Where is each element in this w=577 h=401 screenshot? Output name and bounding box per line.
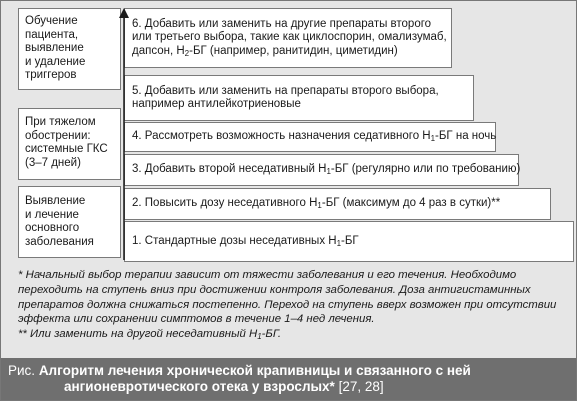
left-box-line: обострении:: [25, 129, 91, 142]
text-run: 3. Добавить второй неседативный Н: [132, 163, 327, 176]
text-run: 2. Повысить дозу неседативного Н: [132, 197, 318, 210]
text-run: 6. Добавить или заменить на другие препараты второго: [132, 17, 432, 30]
left-box-line: пациента,: [25, 28, 79, 41]
subscript: 2: [184, 48, 190, 58]
left-box-line: и лечение: [25, 208, 79, 221]
caption-title-line1: Алгоритм лечения хронической крапивницы и связанного с ней: [38, 363, 471, 378]
left-box-line: (3–7 дней): [25, 156, 81, 169]
left-box-line: Обучение: [25, 15, 78, 27]
subscript: 1: [257, 332, 262, 342]
left-box-line: триггеров: [25, 69, 77, 81]
text-run: 5. Добавить или заменить на препараты второго выбора,: [132, 84, 439, 97]
text-run: * Начальный выбор терапии зависит от тяжести заболевания и его течения. Необходимо: [18, 269, 517, 281]
text-run: 1. Стандартные дозы неседативных Н: [132, 234, 337, 247]
left-box-line: При тяжелом: [25, 116, 96, 128]
caption-title-line2: ангионевротического отека у взрослых*: [64, 379, 335, 394]
text-run: -БГ (максимум до 4 раз в сутки)**: [321, 197, 501, 210]
subscript: 1: [317, 201, 322, 211]
text-run: переходить на ступень вниз при достижении контроля заболевания. Доза антигистаминных: [18, 283, 531, 296]
left-box-line: системные ГКС: [25, 143, 108, 155]
subscript: 1: [336, 238, 342, 248]
left-box-line: и удаление: [25, 55, 86, 68]
text-run: -БГ (например, ранитидин, циметидин): [189, 44, 398, 57]
text-run: дапсон, Н: [132, 44, 185, 57]
caption-prefix: Рис.: [8, 363, 36, 378]
text-run: или третьего выбора, такие как циклоспорин, омализумаб,: [132, 31, 447, 44]
text-run: -БГ.: [261, 328, 282, 341]
text-run: -БГ: [341, 234, 359, 247]
text-run: ** Или заменить на другой неседативный Н: [18, 328, 258, 341]
left-box-line: Выявление: [25, 195, 86, 207]
text-run: эффекта или сохранении симптомов в течение 1–4 нед лечения.: [18, 313, 375, 326]
text-run: препаратов должна снижаться постепенно. Переход на ступень вверх возможен при отсутствии: [18, 298, 557, 311]
caption-refs: [27, 28]: [338, 379, 384, 394]
left-box-line: основного: [25, 222, 80, 234]
left-box-line: заболевания: [25, 235, 94, 248]
left-box-line: выявление: [25, 42, 84, 54]
text-run: -БГ (регулярно или по требованию): [330, 163, 521, 176]
text-run: например антилейкотриеновые: [132, 98, 301, 110]
text-run: 4. Рассмотреть возможность назначения седативного Н: [132, 130, 431, 143]
subscript: 1: [430, 134, 436, 144]
subscript: 1: [326, 167, 331, 177]
text-run: -БГ на ночь: [435, 130, 497, 143]
